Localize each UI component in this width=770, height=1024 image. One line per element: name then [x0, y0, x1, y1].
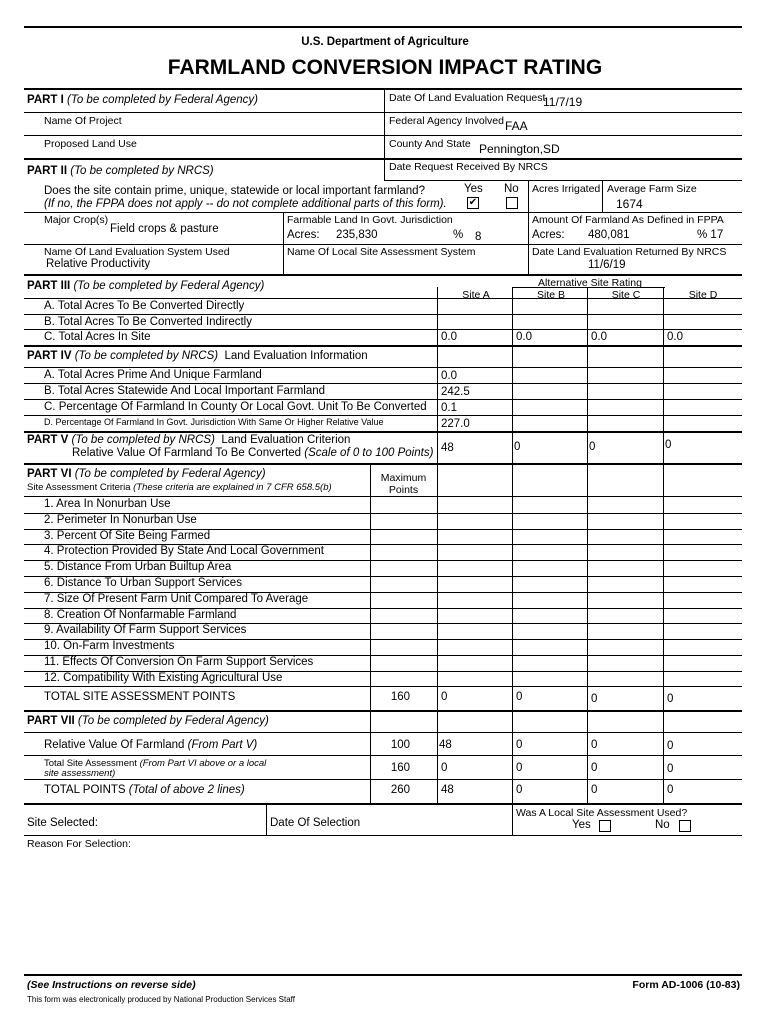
- county-value[interactable]: Pennington,SD: [479, 142, 560, 156]
- criteria-item: 7. Size Of Present Farm Unit Compared To Average: [44, 592, 309, 605]
- local-no-checkbox[interactable]: [679, 820, 691, 832]
- part1-divider: [384, 88, 385, 180]
- site-d-header: Site D: [688, 289, 718, 301]
- criteria-item: 6. Distance To Urban Support Services: [44, 577, 242, 589]
- date-request-label: Date Of Land Evaluation Request: [389, 92, 546, 104]
- rule: [24, 496, 742, 497]
- part1-top-rule: [24, 88, 742, 90]
- part3-row-b: B. Total Acres To Be Converted Indirectly: [44, 316, 252, 328]
- total-site-assessment-label: TOTAL SITE ASSESSMENT POINTS: [44, 691, 236, 703]
- fppa-amount-label: Amount Of Farmland As Defined in FPPA: [532, 214, 724, 226]
- fppa-note: (If no, the FPPA does not apply -- do not complete additional parts of this form).: [44, 198, 447, 210]
- criteria-item: 2. Perimeter In Nonurban Use: [44, 513, 197, 526]
- produced-by-note: This form was electronically produced by National Production Services Staff: [27, 995, 295, 1004]
- part4-heading: PART IV (To be completed by NRCS) Land Evaluation Information: [27, 350, 368, 362]
- major-crops-value[interactable]: Field crops & pasture: [110, 223, 219, 235]
- part5-line2: Relative Value Of Farmland To Be Converted (Scale of 0 to 100 Points): [72, 447, 434, 459]
- avg-farm-size-label: Average Farm Size: [607, 183, 697, 195]
- divider: [266, 803, 267, 835]
- site-b-total-points[interactable]: 0: [516, 784, 523, 796]
- rule: [24, 314, 742, 315]
- criteria-item: 9. Availability Of Farm Support Services: [44, 624, 247, 637]
- part7-heading: PART VII (To be completed by Federal Agency): [27, 715, 269, 727]
- rule: [24, 399, 742, 400]
- site-a-relative-value[interactable]: 48: [441, 442, 454, 454]
- site-b-site-assessment[interactable]: 0: [516, 691, 523, 703]
- rule: [24, 212, 742, 213]
- site-b-total-acres[interactable]: 0.0: [516, 331, 532, 343]
- site-d-part7-assessment[interactable]: 0: [667, 763, 674, 775]
- site-c-total-acres[interactable]: 0.0: [591, 331, 607, 343]
- rule: [24, 415, 742, 416]
- alt-site-rating-label: Alternative Site Rating: [538, 277, 642, 289]
- total-points-max: 260: [390, 784, 410, 796]
- part2-heading: PART II (To be completed by NRCS): [27, 165, 214, 177]
- part3-row-c: C. Total Acres In Site: [44, 331, 151, 343]
- part1-heading: PART I (To be completed by Federal Agency): [27, 94, 258, 106]
- site-b-relative-value[interactable]: 0: [514, 441, 521, 453]
- site-a-total-acres[interactable]: 0.0: [441, 331, 457, 343]
- site-c-site-assessment[interactable]: 0: [591, 693, 598, 705]
- part7-top-rule: [24, 710, 742, 712]
- divider: [602, 180, 603, 212]
- prime-farmland-value[interactable]: 0.0: [441, 370, 457, 382]
- part2-top-rule: [24, 158, 742, 160]
- instructions-note: (See Instructions on reverse side): [27, 979, 196, 991]
- col-rule: [437, 287, 438, 803]
- col-rule: [512, 287, 513, 803]
- farmable-percent-value[interactable]: 8: [475, 231, 482, 243]
- rule: [512, 287, 665, 288]
- divider: [512, 803, 513, 835]
- eval-system-label: Name Of Land Evaluation System Used: [44, 246, 230, 258]
- major-crops-label: Major Crop(s): [44, 214, 109, 226]
- rule: [24, 135, 742, 136]
- rule: [24, 244, 742, 245]
- agency-label: Federal Agency Involved: [389, 115, 504, 127]
- relative-value-max: 100: [390, 739, 410, 751]
- local-yes-label: Yes: [572, 819, 591, 831]
- criteria-item: 10. On-Farm Investments: [44, 640, 175, 653]
- yes-checkbox[interactable]: ✔: [468, 197, 478, 208]
- part4-row-a: A. Total Acres Prime And Unique Farmland: [44, 369, 262, 381]
- site-a-site-assessment[interactable]: 0: [441, 691, 448, 703]
- farmable-land-label: Farmable Land In Govt. Jurisdiction: [287, 214, 453, 226]
- site-c-part7-assessment[interactable]: 0: [591, 762, 598, 774]
- site-a-header: Site A: [462, 289, 490, 301]
- part4-row-c: C. Percentage Of Farmland In County Or Local Govt. Unit To Be Converted: [44, 401, 427, 413]
- local-no-label: No: [655, 819, 670, 831]
- site-d-total-points[interactable]: 0: [667, 784, 674, 796]
- criteria-item: 5. Distance From Urban Builtup Area: [44, 561, 232, 574]
- no-checkbox[interactable]: [506, 197, 518, 209]
- points-label: Points: [388, 484, 419, 496]
- top-rule: [24, 26, 742, 28]
- form-title: FARMLAND CONVERSION IMPACT RATING: [167, 56, 603, 79]
- site-c-relative-value[interactable]: 0: [589, 441, 596, 453]
- reason-for-selection-label: Reason For Selection:: [27, 838, 131, 850]
- site-d-part7-relative[interactable]: 0: [667, 740, 674, 752]
- site-d-total-acres[interactable]: 0.0: [667, 331, 683, 343]
- fppa-percent[interactable]: % 17: [697, 229, 724, 241]
- site-d-site-assessment[interactable]: 0: [667, 693, 674, 705]
- col-rule: [587, 287, 588, 803]
- local-system-label: Name Of Local Site Assessment System: [287, 246, 476, 258]
- relative-value-label: Relative Value Of Farmland (From Part V): [44, 739, 258, 751]
- fppa-acres-label: Acres:: [532, 229, 565, 241]
- farmable-percent-label: %: [453, 229, 464, 241]
- criteria-item: 8. Creation Of Nonfarmable Farmland: [44, 608, 237, 621]
- part3-top-rule: [24, 274, 742, 276]
- land-use-label: Proposed Land Use: [44, 138, 137, 150]
- total-site-assessment-row-label: Total Site Assessment (From Part VI above or a local: [44, 758, 267, 769]
- part4-row-d: D. Percentage Of Farmland In Govt. Jurisdiction With Same Or Higher Relative Value: [44, 417, 384, 427]
- rule: [24, 779, 742, 780]
- site-b-part7-relative[interactable]: 0: [516, 739, 523, 751]
- county-label: County And State: [389, 138, 471, 150]
- fppa-acres-value[interactable]: 480,081: [588, 229, 630, 241]
- part6-top-rule: [24, 463, 742, 465]
- rule: [24, 298, 742, 299]
- max-label: Maximum: [380, 472, 427, 484]
- rule: [24, 367, 742, 368]
- rule: [24, 755, 742, 756]
- col-rule: [663, 287, 664, 803]
- site-assessment-note: site assessment): [44, 768, 116, 779]
- county-percent-value[interactable]: 0.1: [441, 402, 457, 414]
- part3-row-a: A. Total Acres To Be Converted Directly: [44, 300, 245, 312]
- rule: [24, 686, 742, 687]
- site-c-total-points[interactable]: 0: [591, 784, 598, 796]
- site-selected-label: Site Selected:: [27, 817, 98, 829]
- footer-rule: [24, 974, 742, 976]
- divider: [528, 212, 529, 274]
- site-a-total-points[interactable]: 48: [441, 784, 454, 796]
- eval-system-value[interactable]: Relative Productivity: [46, 258, 151, 270]
- date-received-label: Date Request Received By NRCS: [389, 161, 548, 173]
- date-returned-value[interactable]: 11/6/19: [588, 259, 626, 271]
- part6-heading: PART VI (To be completed by Federal Agency): [27, 468, 266, 480]
- date-returned-label: Date Land Evaluation Returned By NRCS: [532, 246, 727, 258]
- rule: [24, 835, 742, 836]
- no-label: No: [504, 183, 519, 195]
- selection-top-rule: [24, 803, 742, 805]
- criteria-item: 4. Protection Provided By State And Local Government: [44, 545, 324, 558]
- criteria-item: 11. Effects Of Conversion On Farm Support Services: [44, 656, 314, 668]
- total-points-label: TOTAL POINTS (Total of above 2 lines): [44, 784, 245, 796]
- rule: [24, 732, 742, 733]
- acres-irrigated-label: Acres Irrigated: [532, 183, 601, 195]
- divider: [528, 180, 529, 212]
- part3-heading: PART III (To be completed by Federal Agency): [27, 280, 265, 292]
- part5-top-rule: [24, 431, 742, 433]
- part4-row-b: B. Total Acres Statewide And Local Important Farmland: [44, 385, 326, 397]
- local-yes-checkbox[interactable]: [599, 820, 611, 832]
- total-site-assessment-max: 160: [390, 691, 410, 703]
- site-d-relative-value[interactable]: 0: [665, 439, 672, 451]
- part4-top-rule: [24, 345, 742, 347]
- rule: [384, 180, 742, 181]
- farmland-question: Does the site contain prime, unique, statewide or local important farmland?: [44, 185, 425, 197]
- divider: [283, 212, 284, 274]
- total-site-assessment-row-max: 160: [390, 762, 410, 774]
- site-c-header: Site C: [611, 289, 641, 301]
- yes-label: Yes: [464, 183, 483, 195]
- site-criteria-heading: Site Assessment Criteria (These criteria are explained in 7 CFR 658.5(b): [27, 482, 332, 493]
- statewide-farmland-value[interactable]: 242.5: [441, 386, 470, 398]
- rule: [24, 383, 742, 384]
- part5-heading: PART V (To be completed by NRCS) Land Evaluation Criterion: [27, 434, 351, 446]
- date-request-value[interactable]: 11/7/19: [543, 95, 583, 109]
- jurisdiction-percent-value[interactable]: 227.0: [441, 418, 470, 430]
- site-a-part7-assessment[interactable]: 0: [441, 762, 448, 774]
- criteria-item: 12. Compatibility With Existing Agricultural Use: [44, 671, 283, 684]
- rule: [24, 112, 742, 113]
- avg-farm-size-value[interactable]: 1674: [616, 197, 643, 211]
- form-number: Form AD-1006 (10-83): [632, 979, 740, 991]
- project-name-label: Name Of Project: [44, 115, 122, 127]
- local-assessment-question: Was A Local Site Assessment Used?: [516, 807, 688, 819]
- farmable-acres-label: Acres:: [287, 229, 320, 241]
- site-c-part7-relative[interactable]: 0: [591, 739, 598, 751]
- farmable-acres-value[interactable]: 235,830: [336, 229, 378, 241]
- site-b-header: Site B: [536, 289, 565, 301]
- criteria-item: 3. Percent Of Site Being Farmed: [44, 529, 211, 542]
- agency-value[interactable]: FAA: [505, 119, 528, 133]
- department-name: U.S. Department of Agriculture: [301, 36, 469, 48]
- site-a-part7-relative[interactable]: 48: [439, 739, 452, 751]
- rule: [24, 329, 742, 330]
- col-rule: [370, 463, 371, 803]
- date-of-selection-label: Date Of Selection: [270, 817, 361, 829]
- site-b-part7-assessment[interactable]: 0: [516, 762, 523, 774]
- criteria-item: 1. Area In Nonurban Use: [44, 498, 171, 510]
